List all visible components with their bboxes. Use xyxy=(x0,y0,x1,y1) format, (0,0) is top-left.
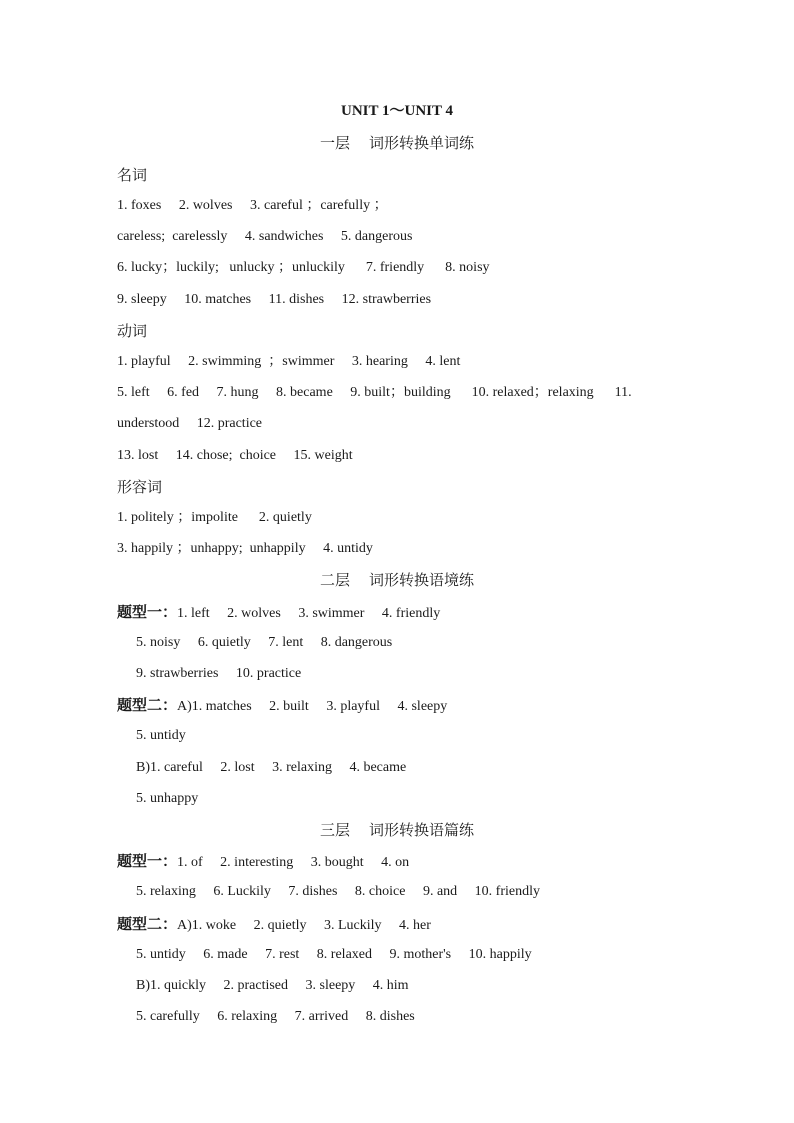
layer2-type1-answers-1: 1. left 2. wolves 3. swimmer 4. friendly xyxy=(177,606,441,621)
layer2-type1-label: 题型一： xyxy=(117,603,178,621)
layer2-type2-label: 题型二： xyxy=(117,696,178,714)
layer2-type1-line-1 xyxy=(117,600,734,624)
layer3-heading: 三层 词形转换语篇练 xyxy=(319,821,475,839)
verbs-label: 动词 xyxy=(117,322,148,340)
layer2-type1-line-2: 5. noisy 6. quietly 7. lent 8. dangerous xyxy=(136,635,393,650)
layer2-type1-line-3: 9. strawberries 10. practice xyxy=(136,666,302,681)
adjectives-line-1: 1. politely ；impolite 2. quietly xyxy=(117,510,312,525)
adjectives-label: 形容词 xyxy=(117,478,163,496)
verbs-line-2: 5. left 6. fed 7. hung 8. became 9. built；building 10. relaxed；relaxing 11. xyxy=(117,385,632,400)
layer3-type1-label: 题型一： xyxy=(117,852,178,870)
layer3-type2-line-3: B)1. quickly 2. practised 3. sleepy 4. him xyxy=(136,978,409,993)
layer2-heading: 二层 词形转换语境练 xyxy=(319,571,475,589)
verbs-line-4: 13. lost 14. chose; choice 15. weight xyxy=(117,448,353,463)
adjectives-line-2: 3. happily ；unhappy; unhappily 4. untidy xyxy=(117,541,373,556)
layer3-type1-line-2: 5. relaxing 6. Luckily 7. dishes 8. choice 9. and 10. friendly xyxy=(136,884,540,899)
layer2-type2-line-2: 5. untidy xyxy=(136,728,186,743)
layer2-type2-line-1 xyxy=(117,693,734,717)
nouns-label: 名词 xyxy=(117,166,148,184)
layer3-type2-line-1 xyxy=(117,912,734,936)
layer3-type2-label: 题型二： xyxy=(117,915,178,933)
verbs-line-3: understood 12. practice xyxy=(117,416,263,431)
nouns-line-1: 1. foxes 2. wolves 3. careful ；carefully ； xyxy=(117,198,388,213)
layer3-type2-line-2: 5. untidy 6. made 7. rest 8. relaxed 9. mother's 10. happily xyxy=(136,947,532,962)
layer3-type1-line-1 xyxy=(117,849,734,873)
layer1-heading: 一层 词形转换单词练 xyxy=(319,134,475,152)
verbs-line-1: 1. playful 2. swimming ；swimmer 3. hearing 4. lent xyxy=(117,354,461,369)
layer2-type2-line-4: 5. unhappy xyxy=(136,791,199,806)
nouns-line-4: 9. sleepy 10. matches 11. dishes 12. strawberries xyxy=(117,292,432,307)
layer3-type2-line-4: 5. carefully 6. relaxing 7. arrived 8. dishes xyxy=(136,1009,415,1024)
layer3-type1-answers-1: 1. of 2. interesting 3. bought 4. on xyxy=(177,855,410,870)
nouns-line-3: 6. lucky；luckily; unlucky ；unluckily 7. friendly 8. noisy xyxy=(117,260,490,275)
nouns-line-2: careless; carelessly 4. sandwiches 5. dangerous xyxy=(117,229,413,244)
layer2-type2-line-3: B)1. careful 2. lost 3. relaxing 4. became xyxy=(136,760,407,775)
page-title: UNIT 1～UNIT 4 xyxy=(341,103,453,119)
layer2-type2-answers-1: A)1. matches 2. built 3. playful 4. sleepy xyxy=(177,699,448,714)
layer3-type2-answers-1: A)1. woke 2. quietly 3. Luckily 4. her xyxy=(177,918,431,933)
